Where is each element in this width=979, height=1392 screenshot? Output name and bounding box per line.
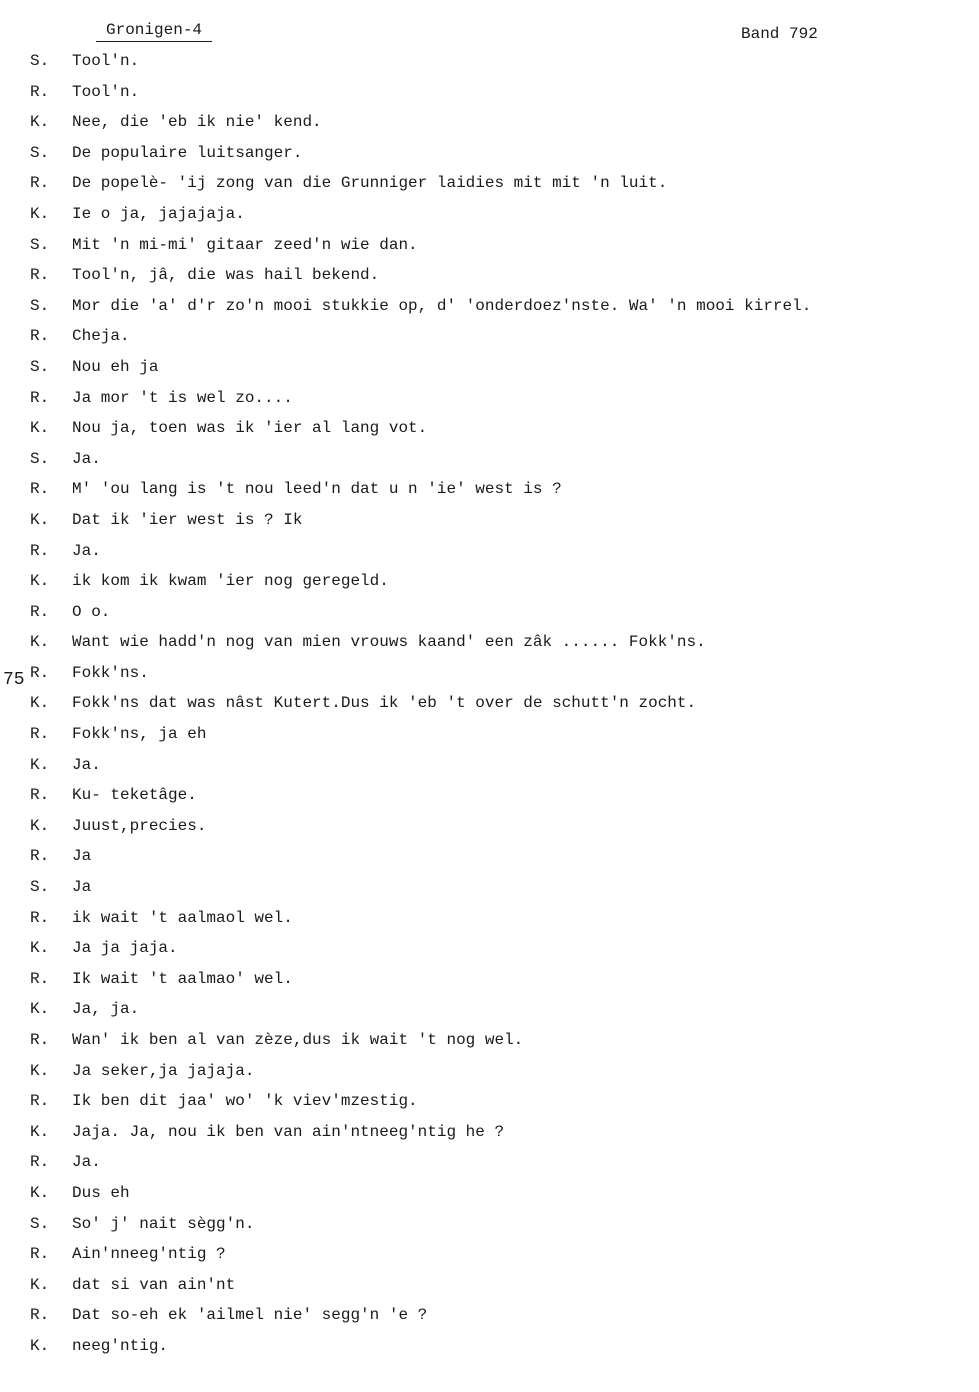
utterance-text: O o. bbox=[72, 602, 111, 621]
speaker-label: R. bbox=[30, 969, 50, 988]
utterance-text: De populaire luitsanger. bbox=[72, 143, 303, 162]
speaker-label: R. bbox=[30, 786, 50, 805]
transcript-line bbox=[0, 479, 979, 510]
transcript-line bbox=[0, 1336, 979, 1367]
speaker-label: R. bbox=[30, 388, 50, 407]
transcript-line bbox=[0, 296, 979, 327]
speaker-label: K. bbox=[30, 1275, 50, 1294]
utterance-text: Ja. bbox=[72, 541, 101, 560]
transcript-line bbox=[0, 388, 979, 419]
utterance-text: Ja bbox=[72, 847, 92, 866]
utterance-text: Jaja. Ja, nou ik ben van ain'ntneeg'ntig he ? bbox=[72, 1122, 505, 1141]
speaker-label: S. bbox=[30, 449, 50, 468]
speaker-label: R. bbox=[30, 327, 50, 346]
transcript-line bbox=[0, 969, 979, 1000]
speaker-label: R. bbox=[30, 1031, 50, 1049]
speaker-label: R. bbox=[30, 174, 50, 193]
utterance-text: So' j' nait sègg'n. bbox=[72, 1214, 255, 1233]
speaker-label: S. bbox=[30, 235, 50, 254]
speaker-label: K. bbox=[30, 204, 50, 223]
speaker-label: K. bbox=[30, 816, 50, 835]
speaker-label: K. bbox=[30, 1000, 50, 1019]
transcript-line bbox=[0, 632, 979, 663]
utterance-text: Tool'n, jâ, die was hail bekend. bbox=[72, 266, 380, 285]
band-number: Band 792 bbox=[741, 25, 818, 43]
transcript-line bbox=[0, 1244, 979, 1275]
speaker-label: K. bbox=[30, 113, 50, 132]
transcript-line bbox=[0, 204, 979, 235]
utterance-text: Ik wait 't aalmao' wel. bbox=[72, 969, 293, 988]
transcript-line bbox=[0, 1275, 979, 1306]
transcript-line bbox=[0, 1030, 979, 1061]
transcript-line bbox=[0, 112, 979, 143]
speaker-label: R. bbox=[30, 541, 50, 560]
speaker-label: S. bbox=[30, 878, 50, 897]
utterance-text: Nee, die 'eb ik nie' kend. bbox=[72, 113, 322, 132]
utterance-text: Ain'nneeg'ntig ? bbox=[72, 1245, 226, 1264]
speaker-label: K. bbox=[30, 939, 50, 958]
transcript-line bbox=[0, 877, 979, 908]
transcript-line bbox=[0, 816, 979, 847]
transcript-line bbox=[0, 663, 979, 694]
speaker-label: S. bbox=[30, 296, 50, 315]
utterance-text: Mor die 'a' d'r zo'n mooi stukkie op, d' 'onderdoez'nste. Wa' 'n mooi kirrel. bbox=[72, 296, 812, 315]
transcript-line bbox=[0, 1183, 979, 1214]
speaker-label: K. bbox=[30, 510, 50, 529]
transcript-line bbox=[0, 1214, 979, 1245]
margin-note: 75 bbox=[3, 670, 25, 690]
utterance-text: Ku- teketâge. bbox=[72, 786, 197, 805]
transcript-line bbox=[0, 541, 979, 572]
speaker-label: R. bbox=[30, 1153, 50, 1172]
speaker-label: K. bbox=[30, 694, 50, 713]
utterance-text: Fokk'ns dat was nâst Kutert.Dus ik 'eb 't over de schutt'n zocht. bbox=[72, 694, 697, 713]
transcript-line bbox=[0, 173, 979, 204]
transcript-line bbox=[0, 326, 979, 357]
transcript-line bbox=[0, 143, 979, 174]
speaker-label: S. bbox=[30, 1214, 50, 1233]
speaker-label: K. bbox=[30, 419, 50, 438]
transcript-line bbox=[0, 1091, 979, 1122]
transcript-line bbox=[0, 785, 979, 816]
speaker-label: K. bbox=[30, 1183, 50, 1202]
utterance-text: Dus eh bbox=[72, 1183, 130, 1202]
transcript-line bbox=[0, 510, 979, 541]
speaker-label: R. bbox=[30, 82, 50, 101]
transcript-line bbox=[0, 1061, 979, 1092]
transcript-line bbox=[0, 449, 979, 480]
transcript-line bbox=[0, 602, 979, 633]
transcript-line bbox=[0, 265, 979, 296]
utterance-text: Ie o ja, jajajaja. bbox=[72, 204, 245, 223]
utterance-text: Ja ja jaja. bbox=[72, 939, 178, 958]
utterance-text: Dat ik 'ier west is ? Ik bbox=[72, 510, 303, 529]
utterance-text: Cheja. bbox=[72, 327, 130, 346]
utterance-text: neeg'ntig. bbox=[72, 1336, 169, 1355]
transcript-line bbox=[0, 1122, 979, 1153]
speaker-label: S. bbox=[30, 52, 50, 70]
utterance-text: Tool'n. bbox=[72, 52, 140, 70]
speaker-label: K. bbox=[30, 1061, 50, 1080]
transcript-line bbox=[0, 999, 979, 1030]
transcript-line bbox=[0, 1305, 979, 1336]
utterance-text: Ja mor 't is wel zo.... bbox=[72, 388, 293, 407]
transcript-line bbox=[0, 1152, 979, 1183]
transcript-lines bbox=[0, 51, 979, 1367]
transcript-line bbox=[0, 693, 979, 724]
transcript-line bbox=[0, 571, 979, 602]
transcript-line bbox=[0, 51, 979, 82]
utterance-text: dat si van ain'nt bbox=[72, 1275, 236, 1294]
transcript-line bbox=[0, 82, 979, 113]
speaker-label: R. bbox=[30, 1245, 50, 1264]
utterance-text: Want wie hadd'n nog van mien vrouws kaand' een zâk ...... Fokk'ns. bbox=[72, 633, 706, 652]
speaker-label: R. bbox=[30, 266, 50, 285]
transcript-line bbox=[0, 724, 979, 755]
utterance-text: Ja, ja. bbox=[72, 1000, 140, 1019]
utterance-text: Ja. bbox=[72, 449, 101, 468]
utterance-text: Fokk'ns, ja eh bbox=[72, 725, 207, 744]
utterance-text: ik wait 't aalmaol wel. bbox=[72, 908, 293, 927]
utterance-text: Ja seker,ja jajaja. bbox=[72, 1061, 255, 1080]
utterance-text: Nou ja, toen was ik 'ier al lang vot. bbox=[72, 419, 428, 438]
speaker-label: K. bbox=[30, 1122, 50, 1141]
transcript-line bbox=[0, 418, 979, 449]
speaker-label: R. bbox=[30, 1092, 50, 1111]
speaker-label: K. bbox=[30, 755, 50, 774]
speaker-label: R. bbox=[30, 847, 50, 866]
transcript-line bbox=[0, 235, 979, 266]
transcript-line bbox=[0, 938, 979, 969]
utterance-text: Dat so-eh ek 'ailmel nie' segg'n 'e ? bbox=[72, 1306, 428, 1325]
speaker-label: S. bbox=[30, 143, 50, 162]
speaker-label: K. bbox=[30, 572, 50, 591]
utterance-text: Wan' ik ben al van zèze,dus ik wait 't nog wel. bbox=[72, 1031, 524, 1049]
speaker-label: R. bbox=[30, 1306, 50, 1325]
speaker-label: R. bbox=[30, 602, 50, 621]
speaker-label: R. bbox=[30, 725, 50, 744]
utterance-text: Ik ben dit jaa' wo' 'k viev'mzestig. bbox=[72, 1092, 418, 1111]
utterance-text: Tool'n. bbox=[72, 82, 140, 101]
utterance-text: Ja. bbox=[72, 755, 101, 774]
speaker-label: R. bbox=[30, 480, 50, 499]
speaker-label: R. bbox=[30, 908, 50, 927]
transcript-line bbox=[0, 755, 979, 786]
document-title: Gronigen-4 bbox=[96, 20, 212, 42]
speaker-label: R. bbox=[30, 663, 50, 682]
speaker-label: K. bbox=[30, 1336, 50, 1355]
utterance-text: De popelè- 'ij zong van die Grunniger laidies mit mit 'n luit. bbox=[72, 174, 668, 193]
utterance-text: M' 'ou lang is 't nou leed'n dat u n 'ie' west is ? bbox=[72, 480, 562, 499]
transcript-line bbox=[0, 908, 979, 939]
transcript-line bbox=[0, 357, 979, 388]
utterance-text: ik kom ik kwam 'ier nog geregeld. bbox=[72, 572, 389, 591]
speaker-label: S. bbox=[30, 357, 50, 376]
utterance-text: Nou eh ja bbox=[72, 357, 159, 376]
utterance-text: Fokk'ns. bbox=[72, 663, 149, 682]
utterance-text: Mit 'n mi-mi' gitaar zeed'n wie dan. bbox=[72, 235, 418, 254]
speaker-label: K. bbox=[30, 633, 50, 652]
transcript-line bbox=[0, 846, 979, 877]
utterance-text: Juust,precies. bbox=[72, 816, 207, 835]
utterance-text: Ja. bbox=[72, 1153, 101, 1172]
utterance-text: Ja bbox=[72, 878, 92, 897]
